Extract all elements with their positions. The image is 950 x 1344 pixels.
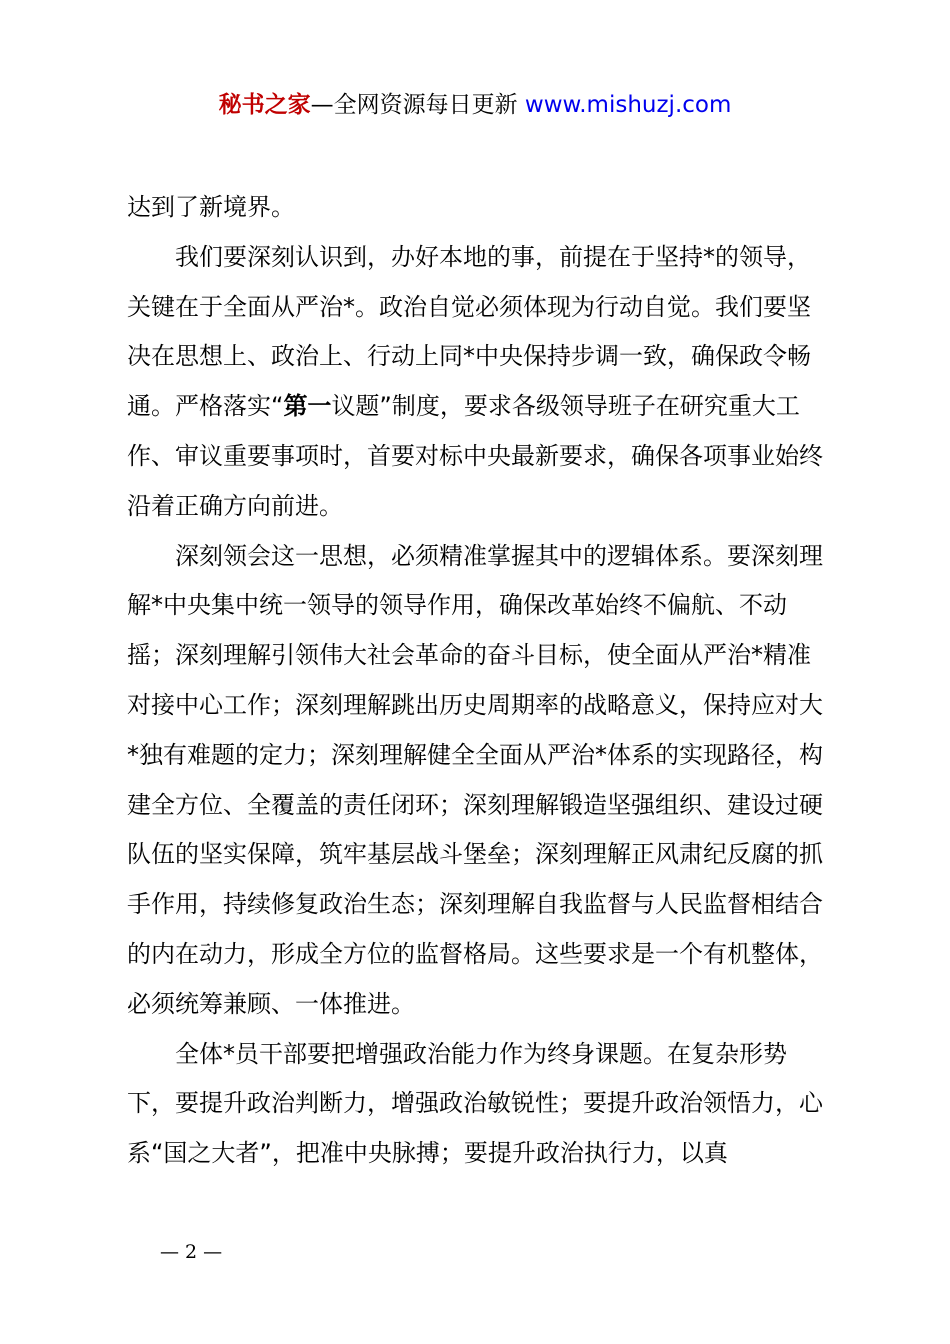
- site-url-link[interactable]: www.mishuzj.com: [524, 92, 732, 118]
- paragraph-2-text: 我们要深刻认识到，办好本地的事，前提在于坚持*的领导，关键在于全面从严治*。政治自觉必须体现为行动自觉。我们要坚决在思想上、政治上、行动上同*中央保持步调一致，确保政令畅通。严格落实“: [127, 242, 811, 421]
- page-number: — 2 —: [160, 1241, 223, 1263]
- paragraph-2: [127, 233, 832, 532]
- paragraph-2-bold: 第一: [283, 392, 332, 421]
- paragraph-2-rest: 议题”制度，要求各级领导班子在研究重大工作、审议重要事项时，首要对标中央最新要求，确保各项事业始终沿着正确方向前进。: [127, 392, 823, 520]
- site-header: [0, 88, 950, 122]
- paragraph-3: 深刻领会这一思想，必须精准掌握其中的逻辑体系。要深刻理解*中央集中统一领导的领导作用，确保改革始终不偏航、不动摇；深刻理解引领伟大社会革命的奋斗目标，使全面从严治*精准对接中心工作；深刻理解跳出历史周期率的战略意义，保持应对大*独有难题的定力；深刻理解健全全面从严治*体系的实现路径，构建全方位、全覆盖的责任闭环；深刻理解锻造坚强组织、建设过硬队伍的坚实保障，筑牢基层战斗堡垒；深刻理解正风肃纪反腐的抓手作用，持续修复政治生态；深刻理解自我监督与人民监督相结合的内在动力，形成全方位的监督格局。这些要求是一个有机整体，必须统筹兼顾、一体推进。: [127, 541, 823, 1018]
- document-body: [127, 183, 832, 1179]
- paragraph-4: 全体*员干部要把增强政治能力作为终身课题。在复杂形势下，要提升政治判断力，增强政治敏锐性；要提升政治领悟力，心系“国之大者”，把准中央脉搏；要提升政治执行力，以真: [127, 1039, 823, 1168]
- brand-name: 秘书之家: [218, 92, 311, 118]
- header-tagline: —全网资源每日更新: [310, 92, 525, 118]
- paragraph-1: 达到了新境界。: [127, 193, 295, 221]
